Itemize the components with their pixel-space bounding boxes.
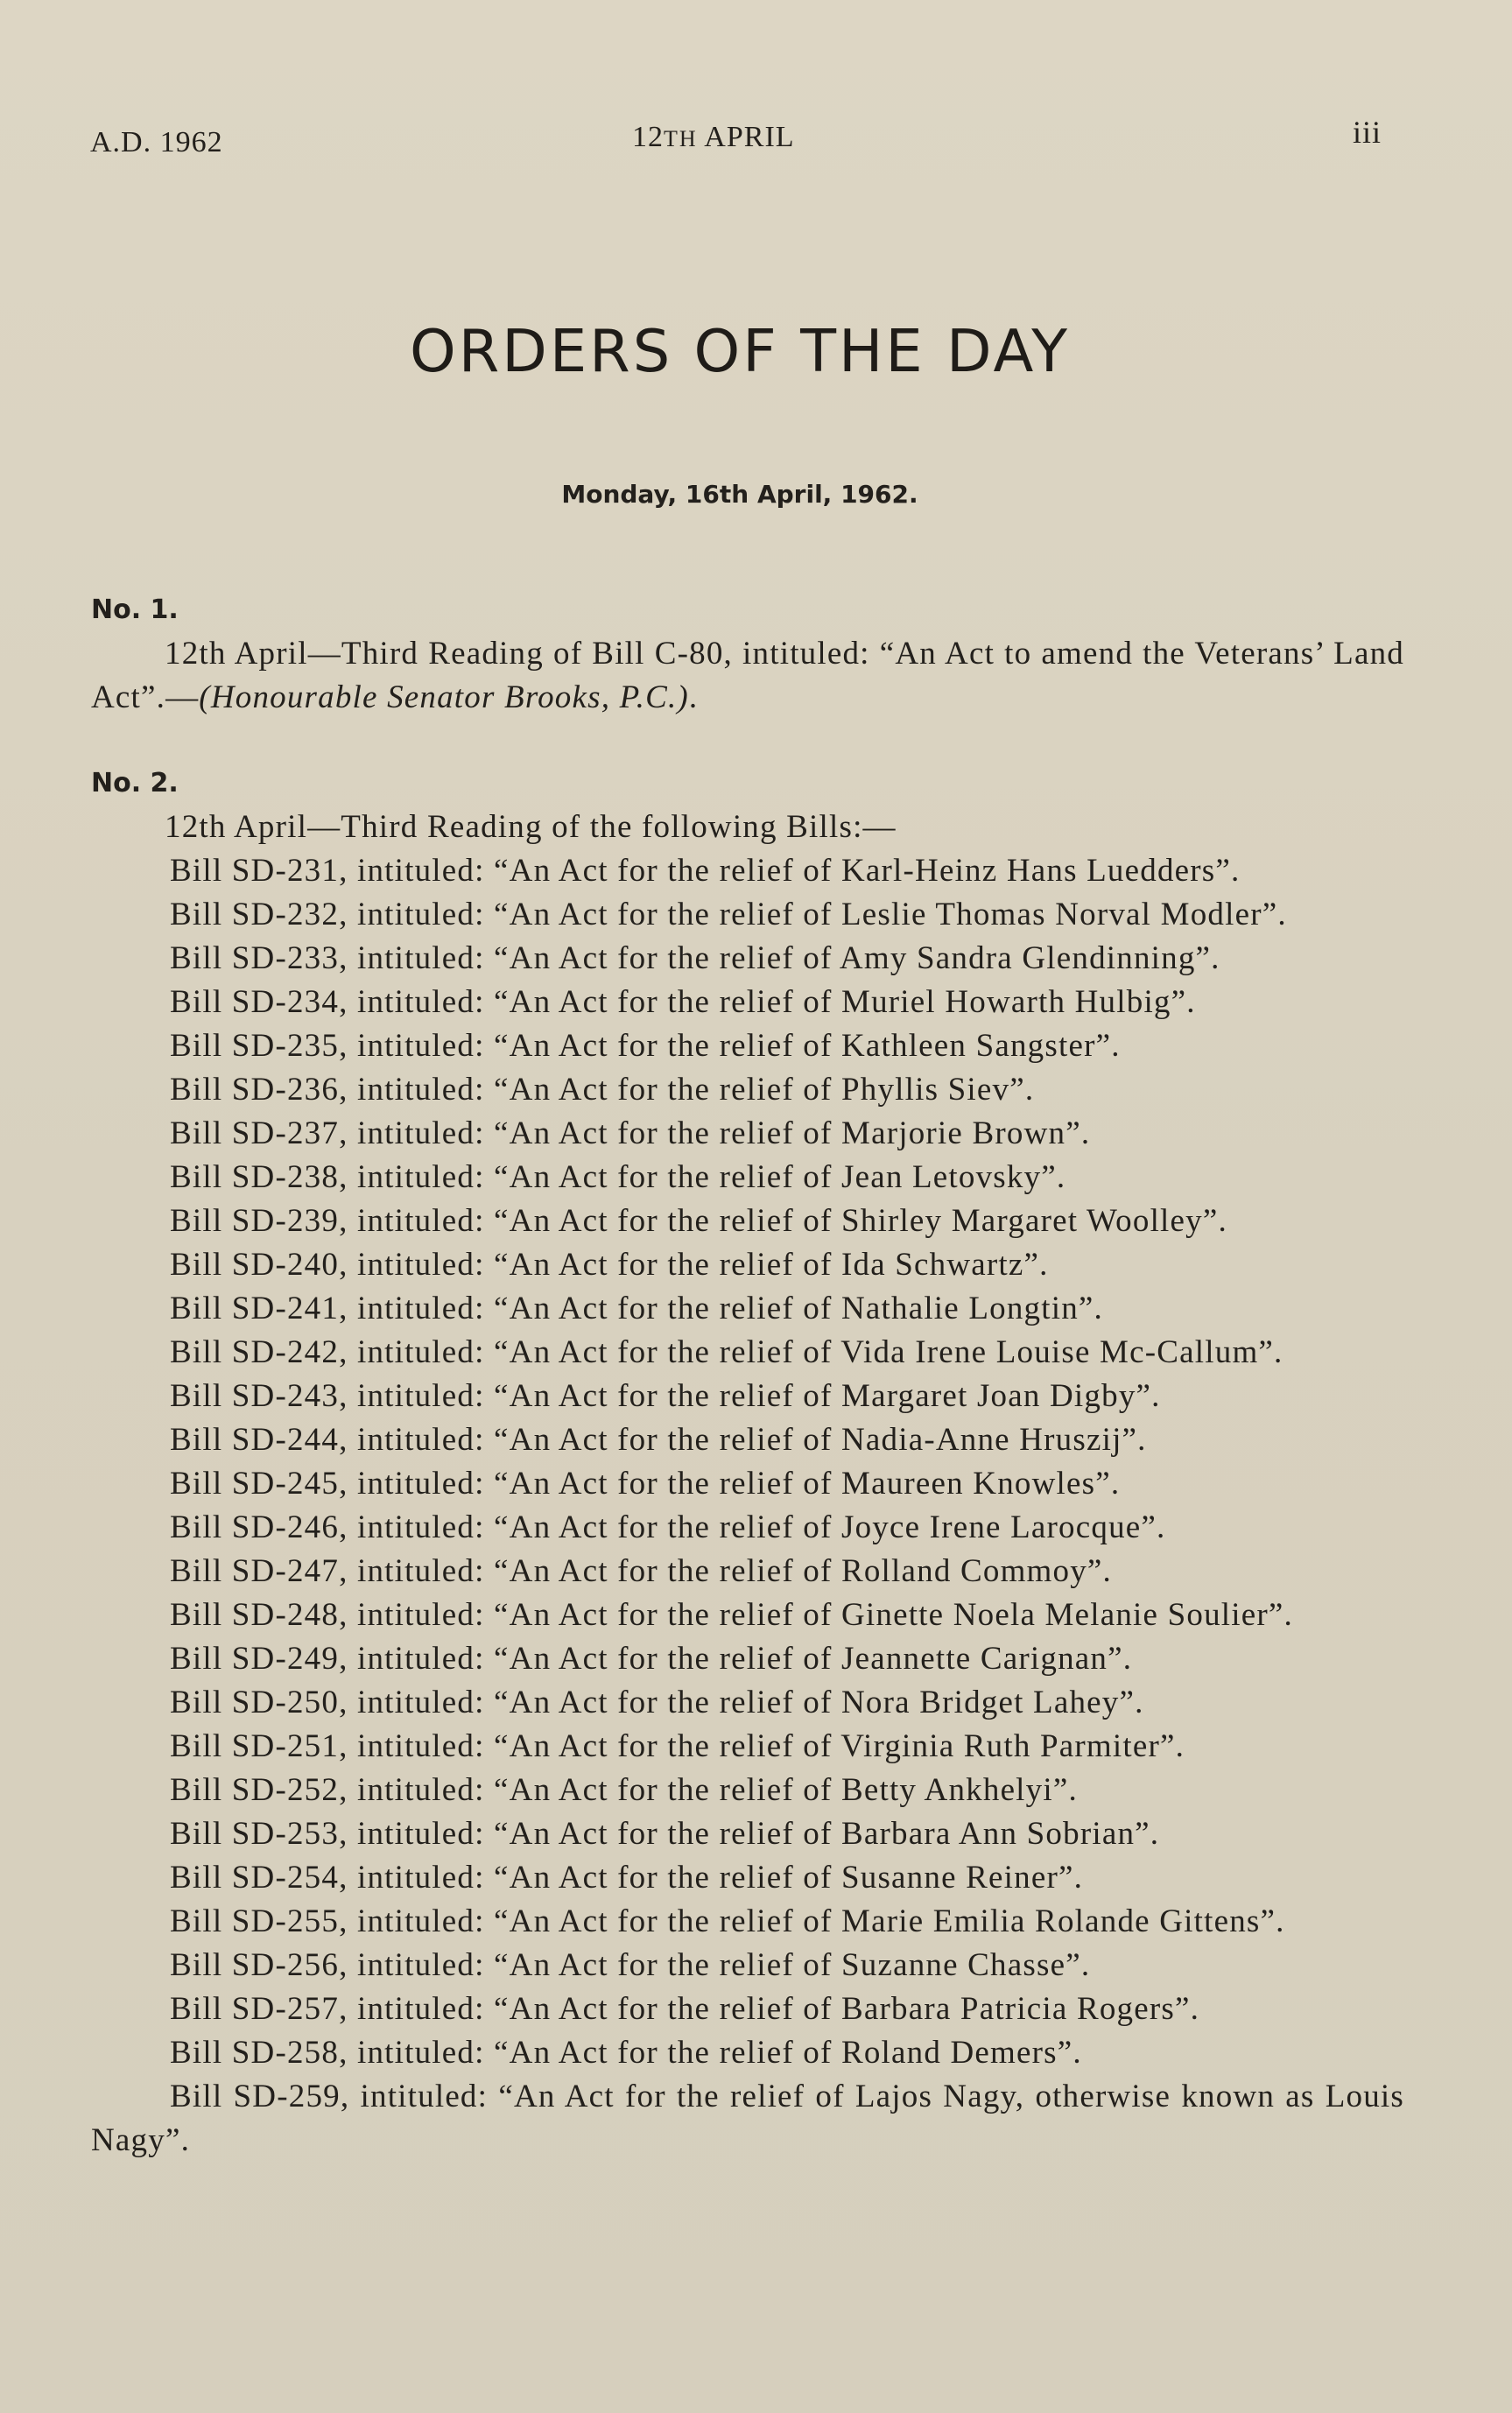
order-1 (91, 588, 1404, 720)
order-text-plain: 12th April—Third Reading of Bill C-80, intituled: “An Act to amend the Veterans’ Land Act”.— (91, 636, 1404, 715)
header-date-month: APRIL (704, 121, 795, 153)
bill-item: Bill SD-243, intituled: “An Act for the relief of Margaret Joan Digby”. (170, 1378, 1161, 1414)
bill-item: Bill SD-258, intituled: “An Act for the relief of Roland Demers”. (170, 2035, 1082, 2071)
bill-item: Bill SD-250, intituled: “An Act for the relief of Nora Bridget Lahey”. (170, 1685, 1144, 1720)
bill-item: Bill SD-237, intituled: “An Act for the relief of Marjorie Brown”. (170, 1115, 1091, 1151)
bill-item: Bill SD-253, intituled: “An Act for the relief of Barbara Ann Sobrian”. (170, 1816, 1160, 1852)
bill-list (91, 849, 1404, 2163)
order-2 (91, 762, 1404, 2163)
bill-item: Bill SD-251, intituled: “An Act for the relief of Virginia Ruth Parmiter”. (170, 1728, 1185, 1764)
bill-item: Bill SD-235, intituled: “An Act for the relief of Kathleen Sangster”. (170, 1028, 1121, 1064)
bill-item: Bill SD-247, intituled: “An Act for the relief of Rolland Commoy”. (170, 1553, 1112, 1589)
bill-item: Bill SD-233, intituled: “An Act for the relief of Amy Sandra Glendinning”. (170, 940, 1220, 976)
order-number: No. 1. (91, 594, 179, 625)
order-text-end: . (688, 679, 699, 715)
bill-item: Bill SD-245, intituled: “An Act for the relief of Maureen Knowles”. (170, 1466, 1121, 1502)
bill-item: Bill SD-231, intituled: “An Act for the relief of Karl-Heinz Hans Luedders”. (170, 853, 1241, 889)
orders-body (91, 588, 1404, 2163)
bill-item: Bill SD-244, intituled: “An Act for the relief of Nadia-Anne Hruszij”. (170, 1422, 1147, 1458)
bill-item: Bill SD-236, intituled: “An Act for the relief of Phyllis Siev”. (170, 1072, 1035, 1108)
bill-item: Bill SD-255, intituled: “An Act for the relief of Marie Emilia Rolande Gittens”. (170, 1903, 1285, 1939)
bill-item: Bill SD-241, intituled: “An Act for the relief of Nathalie Longtin”. (170, 1291, 1103, 1326)
header-date-suffix: TH (664, 126, 698, 151)
bill-item: Bill SD-238, intituled: “An Act for the relief of Jean Letovsky”. (170, 1159, 1066, 1195)
bill-item: Bill SD-239, intituled: “An Act for the relief of Shirley Margaret Woolley”. (170, 1203, 1227, 1239)
order-intro: 12th April—Third Reading of the following Bills:— (165, 809, 897, 845)
header-year: A.D. 1962 (90, 126, 223, 158)
bill-item: Bill SD-249, intituled: “An Act for the relief of Jeannette Carignan”. (170, 1641, 1133, 1677)
bill-item: Bill SD-256, intituled: “An Act for the relief of Suzanne Chasse”. (170, 1947, 1091, 1983)
bill-item: Bill SD-252, intituled: “An Act for the relief of Betty Ankhelyi”. (170, 1772, 1078, 1808)
bill-item: Bill SD-242, intituled: “An Act for the relief of Vida Irene Louise Mc-Callum”. (170, 1334, 1283, 1370)
bill-item: Bill SD-257, intituled: “An Act for the relief of Barbara Patricia Rogers”. (170, 1991, 1200, 2027)
bill-item: Bill SD-259, intituled: “An Act for the relief of Lajos Nagy, otherwise known as Louis Nagy”. (91, 2079, 1404, 2158)
page-number: iii (1353, 115, 1382, 150)
bill-item: Bill SD-248, intituled: “An Act for the relief of Ginette Noela Melanie Soulier”. (170, 1597, 1293, 1633)
header-date-day: 12 (632, 121, 664, 153)
page-title: ORDERS OF THE DAY (409, 317, 1071, 385)
bill-item: Bill SD-240, intituled: “An Act for the relief of Ida Schwartz”. (170, 1247, 1049, 1283)
running-head (0, 115, 1512, 173)
bill-item: Bill SD-254, intituled: “An Act for the relief of Susanne Reiner”. (170, 1860, 1084, 1896)
bill-item: Bill SD-234, intituled: “An Act for the relief of Muriel Howarth Hulbig”. (170, 984, 1196, 1020)
order-sponsor: (Honourable Senator Brooks, P.C.) (199, 679, 689, 715)
bill-item: Bill SD-232, intituled: “An Act for the relief of Leslie Thomas Norval Modler”. (170, 897, 1287, 932)
order-text (91, 632, 1404, 720)
bill-item: Bill SD-246, intituled: “An Act for the relief of Joyce Irene Larocque”. (170, 1509, 1166, 1545)
sitting-date: Monday, 16th April, 1962. (561, 480, 918, 509)
order-number: No. 2. (91, 768, 179, 798)
header-date (632, 121, 795, 154)
